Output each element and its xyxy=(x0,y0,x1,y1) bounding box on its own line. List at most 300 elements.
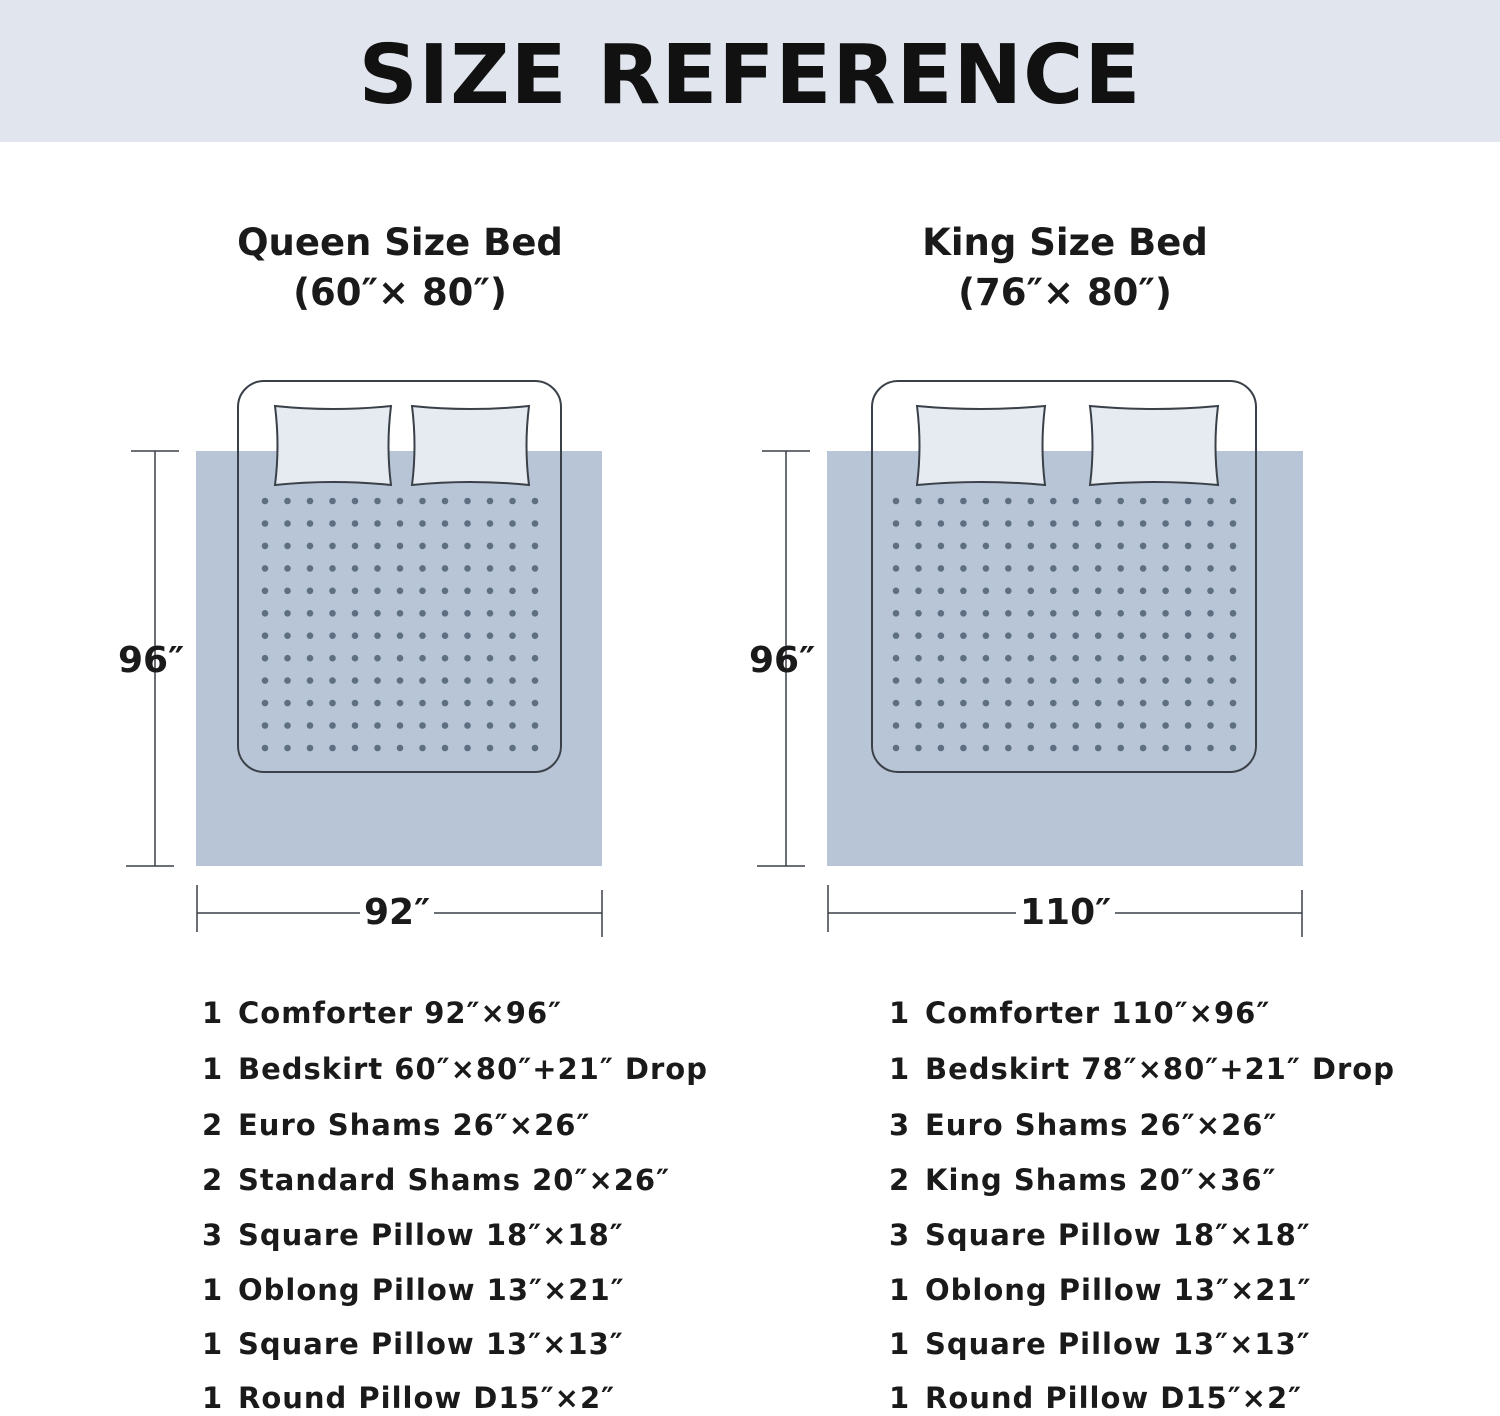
quilt-dot xyxy=(307,745,314,752)
quilt-dot xyxy=(1028,677,1035,684)
quilt-dot xyxy=(1072,677,1079,684)
quilt-dot xyxy=(1028,610,1035,617)
quilt-dot xyxy=(1207,632,1214,639)
king-pillow-left xyxy=(917,406,1045,485)
quilt-dot xyxy=(1050,588,1057,595)
king-size: (76″× 80″) xyxy=(958,271,1172,314)
quilt-dot xyxy=(419,588,426,595)
quilt-dot xyxy=(1207,722,1214,729)
list-item: 1 Square Pillow 13″×13″ xyxy=(889,1327,1311,1361)
quilt-dot xyxy=(1140,655,1147,662)
quilt-dot xyxy=(893,610,900,617)
quilt-dot xyxy=(1140,722,1147,729)
quilt-dot xyxy=(442,722,449,729)
quilt-dot xyxy=(419,745,426,752)
quilt-dot xyxy=(1230,588,1237,595)
quilt-dot xyxy=(1095,520,1102,527)
quilt-dot xyxy=(442,543,449,550)
quilt-dot xyxy=(487,498,494,505)
quilt-dot xyxy=(1050,543,1057,550)
quilt-dot xyxy=(464,588,471,595)
quilt-dot xyxy=(915,632,922,639)
quilt-dot xyxy=(893,700,900,707)
quilt-dot xyxy=(487,520,494,527)
quilt-dot xyxy=(1072,745,1079,752)
quilt-dot xyxy=(307,677,314,684)
quilt-dot xyxy=(1230,655,1237,662)
king-name: King Size Bed xyxy=(922,221,1208,264)
quilt-dot xyxy=(915,498,922,505)
quilt-dot xyxy=(915,722,922,729)
quilt-dot xyxy=(532,588,539,595)
quilt-dot xyxy=(1162,588,1169,595)
quilt-dot xyxy=(487,700,494,707)
quilt-dot xyxy=(915,520,922,527)
quilt-dot xyxy=(1117,700,1124,707)
quilt-dot xyxy=(983,498,990,505)
quilt-dot xyxy=(329,588,336,595)
quilt-dot xyxy=(1028,498,1035,505)
quilt-dot xyxy=(1185,610,1192,617)
quilt-dot xyxy=(1005,745,1012,752)
quilt-dot xyxy=(893,722,900,729)
quilt-dot xyxy=(509,543,516,550)
quilt-dot xyxy=(1050,722,1057,729)
list-item: 1 Comforter 110″×96″ xyxy=(889,996,1271,1030)
quilt-dot xyxy=(352,677,359,684)
quilt-dot xyxy=(307,565,314,572)
quilt-dot xyxy=(464,610,471,617)
quilt-dot xyxy=(1050,520,1057,527)
quilt-dot xyxy=(1230,543,1237,550)
quilt-dot xyxy=(487,543,494,550)
quilt-dot xyxy=(1230,700,1237,707)
page-title: SIZE REFERENCE xyxy=(358,28,1142,123)
quilt-dot xyxy=(397,498,404,505)
quilt-dot xyxy=(1117,632,1124,639)
quilt-dot xyxy=(419,543,426,550)
quilt-dot xyxy=(1162,745,1169,752)
quilt-dot xyxy=(1185,700,1192,707)
quilt-dot xyxy=(352,722,359,729)
quilt-dot xyxy=(1230,565,1237,572)
quilt-dot xyxy=(1117,588,1124,595)
quilt-dot xyxy=(1230,498,1237,505)
quilt-dot xyxy=(1072,588,1079,595)
list-item: 2 Standard Shams 20″×26″ xyxy=(202,1163,671,1197)
queen-diagram xyxy=(126,381,602,937)
quilt-dot xyxy=(1185,588,1192,595)
quilt-dot xyxy=(532,632,539,639)
quilt-dot xyxy=(1072,610,1079,617)
quilt-dot xyxy=(1005,700,1012,707)
quilt-dot xyxy=(938,565,945,572)
quilt-dot xyxy=(464,745,471,752)
quilt-dot xyxy=(1230,520,1237,527)
quilt-dot xyxy=(532,700,539,707)
quilt-dot xyxy=(1050,632,1057,639)
quilt-dot xyxy=(1117,520,1124,527)
quilt-dot xyxy=(1095,610,1102,617)
quilt-dot xyxy=(532,722,539,729)
quilt-dot xyxy=(464,543,471,550)
quilt-dot xyxy=(1207,588,1214,595)
quilt-dot xyxy=(329,677,336,684)
quilt-dot xyxy=(893,588,900,595)
quilt-dot xyxy=(329,543,336,550)
quilt-dot xyxy=(374,700,381,707)
quilt-dot xyxy=(464,722,471,729)
quilt-dot xyxy=(1005,543,1012,550)
quilt-dot xyxy=(307,700,314,707)
quilt-dot xyxy=(1140,498,1147,505)
quilt-dot xyxy=(960,677,967,684)
quilt-dot xyxy=(464,655,471,662)
quilt-dot xyxy=(419,655,426,662)
quilt-dot xyxy=(1185,722,1192,729)
quilt-dot xyxy=(938,745,945,752)
quilt-dot xyxy=(442,677,449,684)
quilt-dot xyxy=(1185,520,1192,527)
quilt-dot xyxy=(1095,722,1102,729)
quilt-dot xyxy=(1095,632,1102,639)
quilt-dot xyxy=(284,610,291,617)
quilt-dot xyxy=(442,588,449,595)
quilt-dot xyxy=(374,610,381,617)
quilt-dot xyxy=(532,498,539,505)
quilt-dot xyxy=(487,677,494,684)
quilt-dot xyxy=(1230,745,1237,752)
quilt-dot xyxy=(397,632,404,639)
quilt-dot xyxy=(1185,498,1192,505)
quilt-dot xyxy=(329,520,336,527)
quilt-dot xyxy=(532,543,539,550)
quilt-dot xyxy=(352,588,359,595)
quilt-dot xyxy=(307,722,314,729)
quilt-dot xyxy=(938,655,945,662)
quilt-dot xyxy=(893,565,900,572)
quilt-dot xyxy=(374,543,381,550)
quilt-dot xyxy=(1162,722,1169,729)
quilt-dot xyxy=(1162,610,1169,617)
quilt-dot xyxy=(1050,677,1057,684)
quilt-dot xyxy=(487,588,494,595)
quilt-dot xyxy=(262,655,269,662)
quilt-dot xyxy=(960,498,967,505)
quilt-dot xyxy=(397,700,404,707)
list-item: 1 Round Pillow D15″×2″ xyxy=(889,1381,1303,1415)
quilt-dot xyxy=(262,565,269,572)
quilt-dot xyxy=(329,655,336,662)
quilt-dot xyxy=(1230,722,1237,729)
quilt-dot xyxy=(1185,632,1192,639)
quilt-dot xyxy=(419,498,426,505)
quilt-dot xyxy=(1230,610,1237,617)
quilt-dot xyxy=(284,722,291,729)
quilt-dot xyxy=(915,610,922,617)
quilt-dot xyxy=(1095,498,1102,505)
quilt-dot xyxy=(1050,565,1057,572)
quilt-dot xyxy=(464,520,471,527)
quilt-dot xyxy=(487,565,494,572)
quilt-dot xyxy=(352,632,359,639)
quilt-dot xyxy=(1117,655,1124,662)
quilt-dot xyxy=(1072,655,1079,662)
quilt-dot xyxy=(509,745,516,752)
quilt-dot xyxy=(1072,565,1079,572)
quilt-dot xyxy=(893,632,900,639)
quilt-dot xyxy=(1207,677,1214,684)
quilt-dot xyxy=(983,655,990,662)
quilt-dot xyxy=(307,655,314,662)
quilt-dot xyxy=(329,632,336,639)
quilt-dot xyxy=(1207,745,1214,752)
quilt-dot xyxy=(1162,543,1169,550)
quilt-dot xyxy=(307,588,314,595)
quilt-dot xyxy=(1095,677,1102,684)
quilt-dot xyxy=(915,543,922,550)
quilt-dot xyxy=(983,543,990,550)
quilt-dot xyxy=(983,700,990,707)
quilt-dot xyxy=(1117,610,1124,617)
quilt-dot xyxy=(1050,745,1057,752)
quilt-dot xyxy=(1028,588,1035,595)
quilt-dot xyxy=(1095,588,1102,595)
quilt-dot xyxy=(1207,498,1214,505)
quilt-dot xyxy=(509,722,516,729)
quilt-dot xyxy=(262,632,269,639)
quilt-dot xyxy=(397,745,404,752)
quilt-dot xyxy=(397,677,404,684)
quilt-dot xyxy=(464,700,471,707)
quilt-dot xyxy=(397,588,404,595)
queen-width-label: 92″ xyxy=(360,893,434,933)
quilt-dot xyxy=(1072,498,1079,505)
quilt-dot xyxy=(419,722,426,729)
quilt-dot xyxy=(1072,722,1079,729)
quilt-dot xyxy=(1140,520,1147,527)
quilt-dot xyxy=(532,520,539,527)
quilt-dot xyxy=(938,722,945,729)
quilt-dot xyxy=(329,700,336,707)
quilt-dot xyxy=(1072,632,1079,639)
quilt-dot xyxy=(1028,745,1035,752)
quilt-dot xyxy=(284,565,291,572)
quilt-dot xyxy=(509,610,516,617)
quilt-dot xyxy=(307,632,314,639)
quilt-dot xyxy=(1140,632,1147,639)
quilt-dot xyxy=(915,745,922,752)
quilt-dot xyxy=(419,565,426,572)
queen-pillow-right xyxy=(412,406,529,485)
queen-size: (60″× 80″) xyxy=(293,271,507,314)
quilt-dot xyxy=(307,498,314,505)
quilt-dot xyxy=(532,610,539,617)
quilt-dot xyxy=(509,655,516,662)
quilt-dot xyxy=(419,677,426,684)
quilt-dot xyxy=(352,610,359,617)
quilt-dot xyxy=(329,610,336,617)
quilt-dot xyxy=(893,520,900,527)
quilt-dot xyxy=(1230,632,1237,639)
quilt-dot xyxy=(983,677,990,684)
quilt-dot xyxy=(893,655,900,662)
quilt-dot xyxy=(960,632,967,639)
list-item: 3 Square Pillow 18″×18″ xyxy=(889,1218,1311,1252)
quilt-dot xyxy=(1050,655,1057,662)
quilt-dot xyxy=(1005,520,1012,527)
quilt-dot xyxy=(915,565,922,572)
quilt-dot xyxy=(1005,632,1012,639)
quilt-dot xyxy=(419,632,426,639)
quilt-dot xyxy=(487,655,494,662)
quilt-dot xyxy=(1162,700,1169,707)
quilt-dot xyxy=(262,677,269,684)
quilt-dot xyxy=(1072,520,1079,527)
quilt-dot xyxy=(262,520,269,527)
quilt-dot xyxy=(1185,677,1192,684)
quilt-dot xyxy=(1140,700,1147,707)
quilt-dot xyxy=(1072,543,1079,550)
quilt-dot xyxy=(487,722,494,729)
quilt-dot xyxy=(442,520,449,527)
quilt-dot xyxy=(983,565,990,572)
quilt-dot xyxy=(442,632,449,639)
quilt-dot xyxy=(1005,498,1012,505)
queen-height-label: 96″ xyxy=(118,640,185,681)
quilt-dot xyxy=(1140,677,1147,684)
quilt-dot xyxy=(1050,498,1057,505)
quilt-dot xyxy=(374,565,381,572)
quilt-dot xyxy=(960,520,967,527)
quilt-dot xyxy=(960,565,967,572)
quilt-dot xyxy=(1140,543,1147,550)
quilt-dot xyxy=(915,677,922,684)
quilt-dot xyxy=(442,610,449,617)
quilt-dot xyxy=(1230,677,1237,684)
quilt-dot xyxy=(532,565,539,572)
quilt-dot xyxy=(938,700,945,707)
quilt-dot xyxy=(487,632,494,639)
quilt-dot xyxy=(307,543,314,550)
quilt-dot xyxy=(284,520,291,527)
quilt-dot xyxy=(1117,722,1124,729)
quilt-dot xyxy=(509,565,516,572)
quilt-dot xyxy=(307,610,314,617)
quilt-dot xyxy=(442,700,449,707)
quilt-dot xyxy=(284,700,291,707)
quilt-dot xyxy=(1050,700,1057,707)
quilt-dot xyxy=(442,745,449,752)
quilt-dot xyxy=(329,565,336,572)
quilt-dot xyxy=(983,588,990,595)
quilt-dot xyxy=(284,498,291,505)
quilt-dot xyxy=(1140,610,1147,617)
quilt-dot xyxy=(983,610,990,617)
quilt-dot xyxy=(329,745,336,752)
list-item: 1 Bedskirt 60″×80″+21″ Drop xyxy=(202,1052,708,1086)
quilt-dot xyxy=(464,565,471,572)
quilt-dot xyxy=(509,588,516,595)
quilt-dot xyxy=(262,498,269,505)
quilt-dot xyxy=(960,543,967,550)
quilt-dot xyxy=(487,745,494,752)
quilt-dot xyxy=(532,677,539,684)
quilt-dot xyxy=(352,543,359,550)
king-pillow-right xyxy=(1090,406,1218,485)
quilt-dot xyxy=(1140,565,1147,572)
quilt-dot xyxy=(1117,745,1124,752)
quilt-dot xyxy=(284,745,291,752)
quilt-dot xyxy=(1117,498,1124,505)
quilt-dot xyxy=(1095,745,1102,752)
quilt-dot xyxy=(1162,498,1169,505)
quilt-dot xyxy=(442,565,449,572)
quilt-dot xyxy=(1050,610,1057,617)
quilt-dot xyxy=(983,520,990,527)
quilt-dot xyxy=(1207,543,1214,550)
quilt-dot xyxy=(915,588,922,595)
quilt-dot xyxy=(464,498,471,505)
quilt-dot xyxy=(983,745,990,752)
quilt-dot xyxy=(1185,543,1192,550)
quilt-dot xyxy=(262,700,269,707)
quilt-dot xyxy=(262,610,269,617)
quilt-dot xyxy=(509,498,516,505)
quilt-dot xyxy=(352,655,359,662)
quilt-dot xyxy=(983,632,990,639)
quilt-dot xyxy=(1095,700,1102,707)
quilt-dot xyxy=(374,498,381,505)
quilt-dot xyxy=(352,565,359,572)
quilt-dot xyxy=(262,543,269,550)
quilt-dot xyxy=(938,677,945,684)
quilt-dot xyxy=(1207,610,1214,617)
quilt-dot xyxy=(938,588,945,595)
quilt-dot xyxy=(938,498,945,505)
list-item: 1 Bedskirt 78″×80″+21″ Drop xyxy=(889,1052,1395,1086)
quilt-dot xyxy=(1162,565,1169,572)
quilt-dot xyxy=(1162,677,1169,684)
quilt-dot xyxy=(509,632,516,639)
quilt-dot xyxy=(938,543,945,550)
quilt-dot xyxy=(1140,745,1147,752)
quilt-dot xyxy=(1005,610,1012,617)
quilt-dot xyxy=(960,700,967,707)
quilt-dot xyxy=(397,655,404,662)
king-height-label: 96″ xyxy=(749,640,816,681)
quilt-dot xyxy=(374,588,381,595)
quilt-dot xyxy=(893,745,900,752)
quilt-dot xyxy=(307,520,314,527)
quilt-dot xyxy=(1117,565,1124,572)
queen-pillow-left xyxy=(275,406,391,485)
quilt-dot xyxy=(1207,565,1214,572)
quilt-dot xyxy=(960,588,967,595)
quilt-dot xyxy=(1028,722,1035,729)
quilt-dot xyxy=(329,498,336,505)
quilt-dot xyxy=(374,632,381,639)
quilt-dot xyxy=(983,722,990,729)
quilt-dot xyxy=(509,700,516,707)
quilt-dot xyxy=(487,610,494,617)
quilt-dot xyxy=(284,677,291,684)
quilt-dot xyxy=(374,655,381,662)
quilt-dot xyxy=(397,722,404,729)
quilt-dot xyxy=(1028,632,1035,639)
quilt-dot xyxy=(1028,520,1035,527)
list-item: 3 Euro Shams 26″×26″ xyxy=(889,1108,1278,1142)
